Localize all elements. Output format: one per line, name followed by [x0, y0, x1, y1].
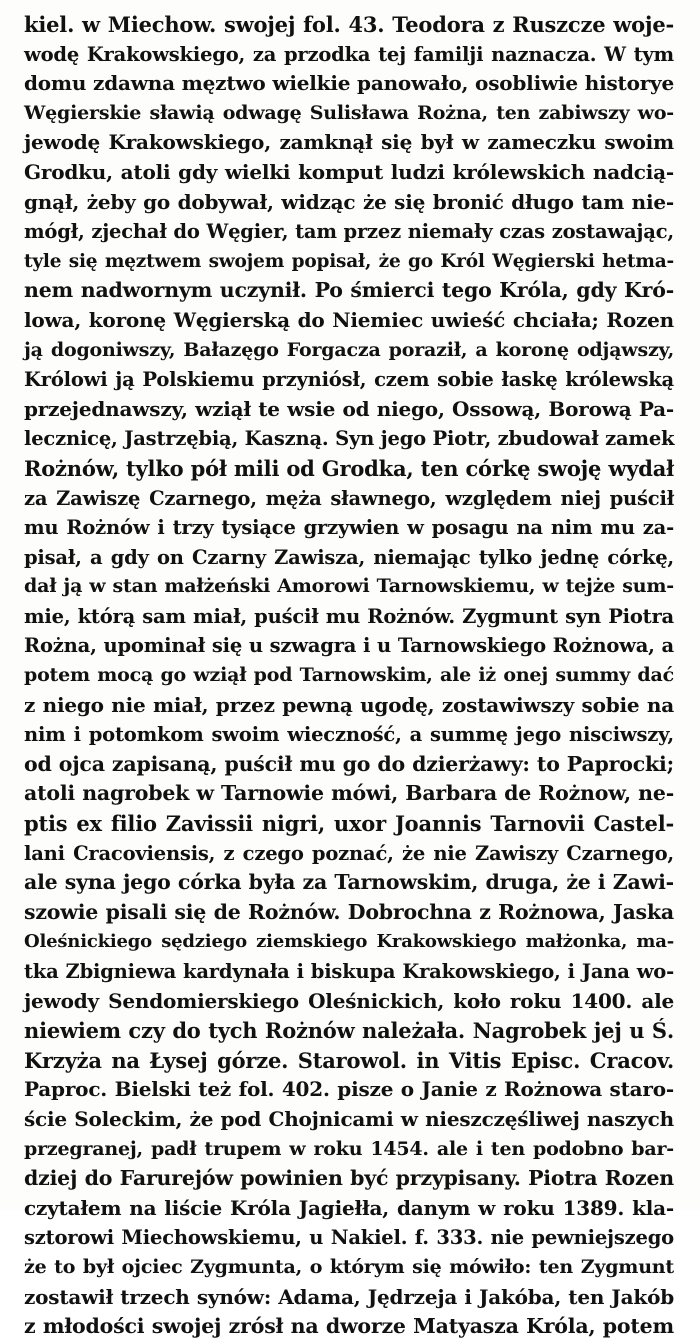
text-line: dziej do Farurejów powinien być przypisany. Piotra Rozen [24, 1166, 674, 1191]
text-line: ptis ex filio Zavissii nigri, uxor Joannis Tarnovii Castel- [24, 811, 674, 837]
text-line: czytałem na liście Króla Jagiełła, danym w roku 1389. kla- [24, 1195, 674, 1220]
text-line: Rożnów, tylko pół mili od Grodka, ten córkę swoję wydał [24, 455, 674, 481]
text-line: tyle się męztwem swojem popisał, że go Król Węgierski hetma- [24, 250, 674, 272]
text-line: mu Rożnów i trzy tysiące grzywien w posagu na nim mu za- [24, 516, 674, 540]
text-line: Krzyża na Łysej górze. Starowol. in Vitis Episc. Cracov. [24, 1047, 674, 1073]
text-line: niewiem czy do tych Rożnów należała. Nagrobek jej u Ś. [24, 1018, 674, 1044]
text-line: domu zdawna męztwo wielkie panowało, osobliwie historye [24, 71, 674, 96]
text-line: Oleśnickiego sędziego ziemskiego Krakowskiego małżonka, ma- [24, 931, 674, 953]
text-line: wodę Krakowskiego, za przodka tej familji naznacza. W tym [24, 42, 674, 66]
text-line: dał ją w stan małżeński Amorowi Tarnowskiemu, w tejże sum- [24, 575, 674, 598]
text-line: ale syna jego córka była za Tarnowskim, druga, że i Zawi- [24, 870, 674, 895]
text-line: pisał, a gdy on Czarny Zawisza, niemając tylko jednę córkę, [24, 545, 674, 569]
text-line: Węgierskie sławią odwagę Sulisława Rożna, ten zabiwszy wo- [24, 101, 674, 124]
text-line: lecznicę, Jastrzębią, Kaszną. Syn jego Piotr, zbudował zamek [24, 427, 675, 451]
text-line: jewody Sendomierskiego Oleśnickich, koło roku 1400. ale [24, 988, 674, 1013]
text-line: potem mocą go wziął pod Tarnowskim, ale iż onej summy dać [24, 664, 674, 687]
text-line: szowie pisali się de Rożnów. Dobrochna z Rożnowa, Jaska [24, 899, 674, 924]
text-line: mie, którą sam miał, puścił mu Rożnów. Zygmunt syn Piotra [24, 604, 674, 628]
text-line: lowa, koronę Węgierską do Niemiec uwieść chciała; Rozen [24, 307, 674, 332]
text-line: za Zawiszę Czarnego, męża sławnego, względem niej puścił [24, 486, 674, 510]
text-line: przegranej, padł trupem w roku 1454. ale i ten podobno bar- [24, 1137, 674, 1160]
text-line: Rożna, upominał się u szwagra i u Tarnowskiego Rożnowa, a [24, 634, 674, 658]
text-line: od ojca zapisaną, puścił mu go do dzierżawy: to Paprocki; [24, 751, 674, 776]
text-line: z młodości swojej zrósł na dworze Matyasza Króla, potem [24, 1314, 674, 1339]
text-line: mógł, zjechał do Węgier, tam przez niemały czas zostawając, [24, 220, 674, 244]
text-line: jewodę Krakowskiego, zamknął się był w zameczku swoim [24, 130, 674, 155]
text-line: zostawił trzech synów: Adama, Jędrzeja i Jakóba, ten Jakób [24, 1284, 674, 1309]
text-line: że to był ojciec Zygmunta, o którym się mówiło: ten Zygmunt [24, 1255, 674, 1278]
text-line: z niego nie miał, przez pewną ugodę, zostawiwszy sobie na [24, 692, 674, 717]
text-line: nem nadwornym uczynił. Po śmierci tego Króla, gdy Kró- [24, 278, 674, 303]
text-line: atoli nagrobek w Tarnowie mówi, Barbara de Rożnow, ne- [24, 781, 674, 806]
text-line: Grodku, atoli gdy wielki komput ludzi królewskich nadcią- [24, 159, 674, 184]
text-body [24, 10, 674, 1342]
text-line: Królowi ją Polskiemu przyniósł, czem sobie łaskę królewską [24, 368, 674, 392]
text-line: przejednawszy, wziął te wsie od niego, Ossową, Borową Pa- [24, 396, 674, 421]
text-line: gnął, żeby go dobywał, widząc że się bronić długo tam nie- [24, 189, 674, 214]
text-line: nim i potomkom swoim wieczność, a summę jego nisciwszy, [24, 723, 674, 747]
text-line: lani Cracoviensis, z czego poznać, że nie Zawiszy Czarnego, [24, 841, 674, 865]
text-line: kiel. w Miechow. swojej fol. 43. Teodora z Ruszcze woje- [24, 12, 674, 37]
text-line: sztorowi Miechowskiemu, u Nakiel. f. 333. nie pewniejszego [24, 1226, 674, 1250]
text-line: tka Zbigniewa kardynała i biskupa Krakowskiego, i Jana wo- [24, 960, 674, 983]
text-line: Paproc. Bielski też fol. 402. pisze o Janie z Rożnowa staro- [24, 1077, 674, 1102]
text-line: ście Soleckim, że pod Chojnicami w nieszczęśliwej naszych [24, 1106, 674, 1131]
text-line: ją dogoniwszy, Bałazęgo Forgacza poraził, a koronę odjąwszy, [24, 338, 674, 361]
